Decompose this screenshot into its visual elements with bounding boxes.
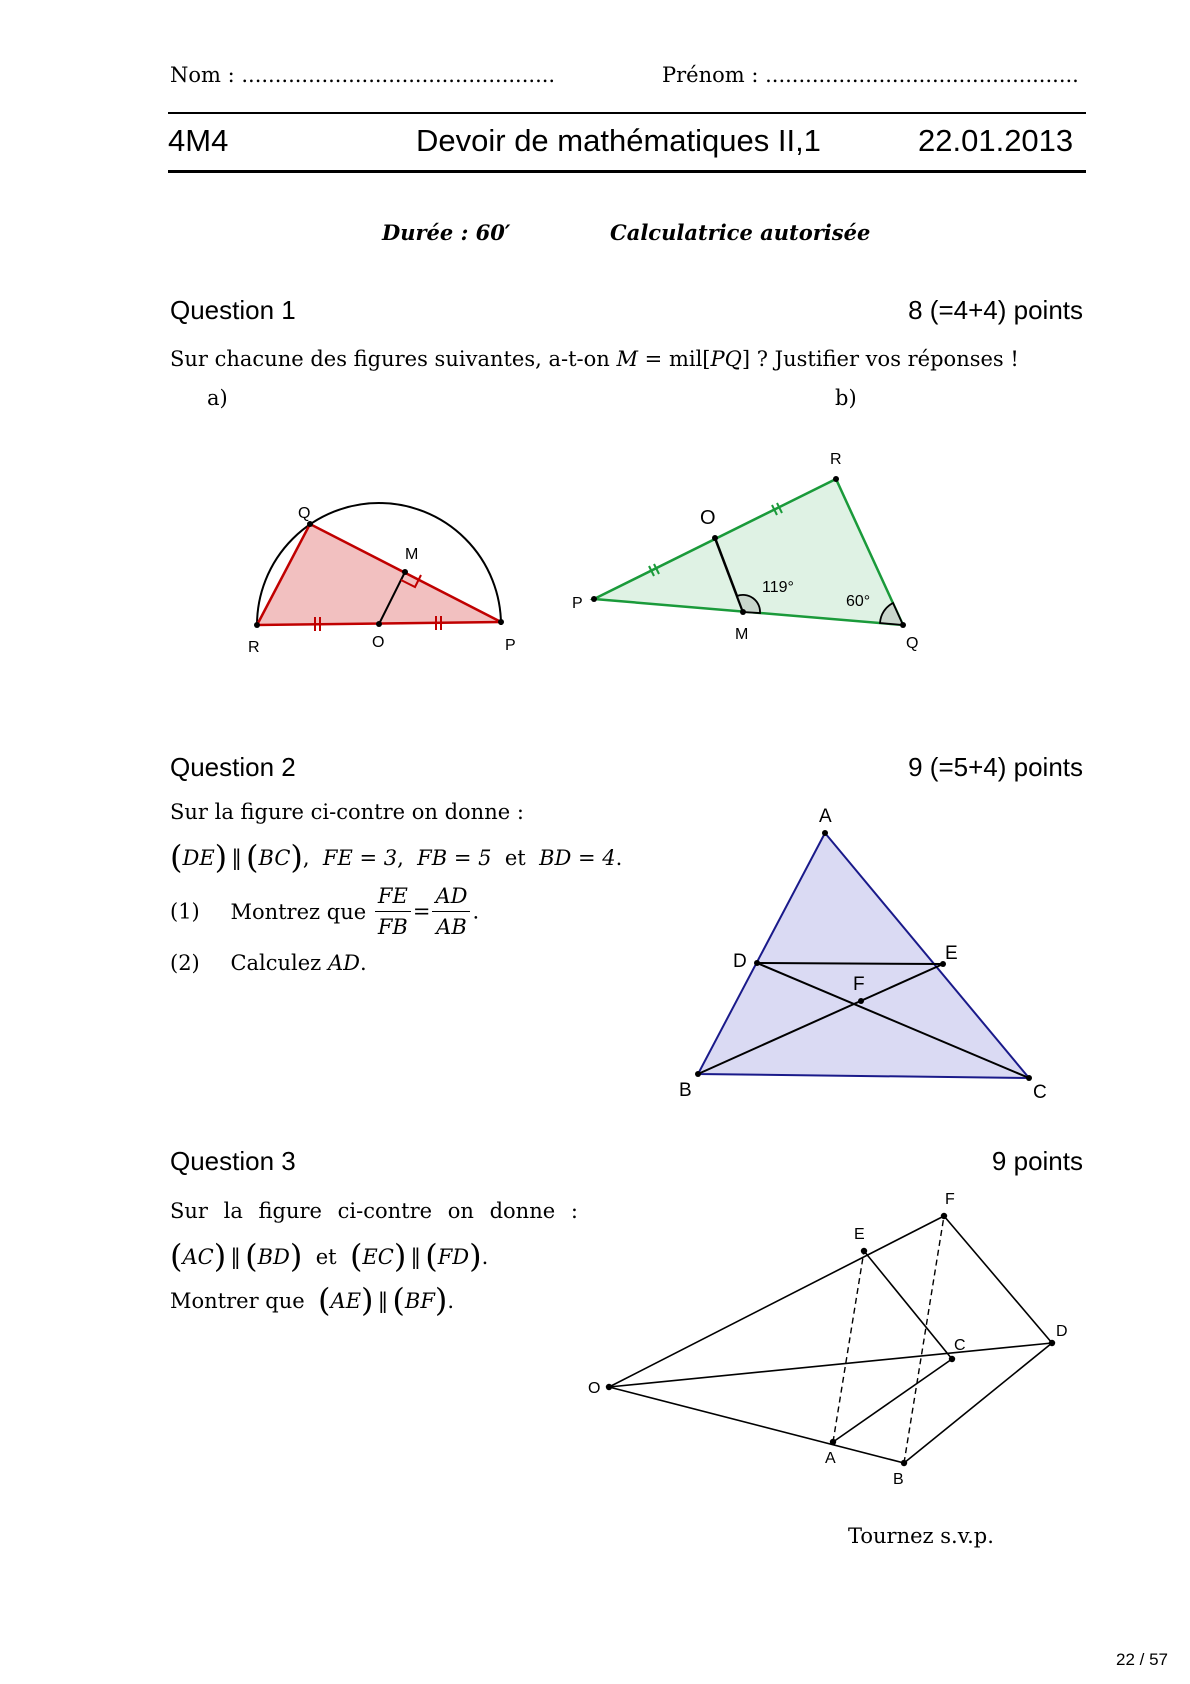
point-c [949,1356,955,1362]
dashed-ae [833,1251,864,1442]
q3-intro: Sur la figure ci-contre on donne : [170,1199,578,1223]
q2-title: Question 2 [170,752,296,782]
q3-line-bf: BF [404,1289,435,1313]
q2-item2-var: AD [327,951,360,975]
q1-title: Question 1 [170,295,296,325]
q2-item1-num: (1) [170,899,200,924]
q1-intro-m: M [616,347,638,371]
point-f [941,1213,947,1219]
q2-given-fe: FE = 3 [322,846,398,870]
q3-line-ac: AC [182,1245,214,1269]
page-number: 22 / 57 [1116,1650,1168,1669]
label-a: A [819,806,832,827]
label-o: O [588,1380,601,1397]
label-e: E [945,943,958,964]
point-m [740,609,746,615]
label-r: R [830,451,842,468]
q1-figure-a [230,490,550,660]
q1-points: 8 (=4+4) points [908,295,1083,325]
label-a: A [825,1450,836,1467]
label-m: M [735,626,749,643]
point-f [858,998,864,1004]
q3-line-bd: BD [257,1245,290,1269]
course-code: 4M4 [168,123,229,158]
line-ob [609,1387,904,1463]
q1-intro-pq: PQ [710,347,742,371]
label-e: E [854,1226,865,1243]
q1-intro-eq: = mil[ [638,347,711,371]
nom-field: Nom : ............................................... [170,63,556,87]
q3-line-ec: EC [362,1245,394,1269]
point-o [606,1384,612,1390]
point-m [402,569,408,575]
label-p: P [505,637,516,654]
label-b: B [679,1080,692,1100]
label-119: 119° [762,579,794,596]
point-b [901,1460,907,1466]
segment-bd [904,1343,1052,1463]
header-rule-bottom [168,170,1086,173]
label-q: Q [906,635,919,652]
page-title: Devoir de mathématiques II,1 [416,123,821,158]
q1-intro-a: Sur chacune des figures suivantes, a-t-on [170,347,617,371]
label-f: F [853,974,865,995]
q3-show-text: Montrer que [170,1289,305,1313]
calculator-note: Calculatrice autorisée [610,220,871,245]
q3-points: 9 points [991,1146,1083,1176]
q2-givens: (DE) ‖ (BC), FE = 3, FB = 5 et BD = 4. [170,838,623,876]
q3-figure [580,1180,1090,1500]
label-60: 60° [846,593,871,610]
label-p: P [572,595,583,612]
segment-ec [864,1251,952,1359]
q3-line-fd: FD [437,1245,470,1269]
q2-item-2: (2) Calculez AD. [170,951,367,975]
q1-label-b: b) [835,386,857,410]
label-f: F [945,1191,955,1208]
point-r [254,622,260,628]
point-c [1026,1075,1032,1081]
point-d [1049,1340,1055,1346]
dashed-bf [904,1216,944,1463]
label-b: B [893,1471,904,1488]
point-o [376,621,382,627]
q2-points: 9 (=5+4) points [908,752,1083,782]
q3-givens: (AC) ‖ (BD) et (EC) ‖ (FD). [170,1237,489,1275]
point-e [861,1248,867,1254]
duration: Durée : 60′ [382,220,511,245]
header-rule-top [168,112,1086,114]
q3-title: Question 3 [170,1146,296,1176]
q1-label-a: a) [207,386,228,410]
q3-et: et [315,1245,337,1269]
q2-item2-num: (2) [170,951,200,975]
q1-intro-b: ] ? Justifier vos réponses ! [741,347,1019,371]
segment-de [757,963,943,964]
q2-figure [660,800,1060,1100]
segment-ac [833,1359,952,1442]
label-o: O [700,507,716,529]
q2-intro: Sur la figure ci-contre on donne : [170,800,524,824]
label-r: R [248,639,260,656]
q2-et: et [504,846,526,870]
exam-date: 22.01.2013 [918,123,1074,158]
q2-given-fb: FB = 5 [417,846,492,870]
point-a [830,1439,836,1445]
point-a [822,830,828,836]
q2-fraction-fe-fb: $\frac{FE}{FB}$ [375,881,411,942]
q2-item1-text: Montrez que [230,899,367,924]
label-c: C [954,1337,966,1354]
label-o: O [372,634,385,651]
label-c: C [1033,1082,1047,1100]
point-p [591,596,597,602]
point-p [498,619,504,625]
point-b [695,1071,701,1077]
q2-line-de: DE [182,846,215,870]
q2-given-bd: BD = 4 [539,846,616,870]
point-d [754,960,760,966]
q1-figure-b [560,440,940,660]
q3-line-ae: AE [330,1289,362,1313]
label-d: D [1056,1323,1068,1340]
q3-show: Montrer que (AE) ‖ (BF). [170,1281,455,1319]
label-m: M [405,546,419,563]
turn-page-note: Tournez s.v.p. [848,1524,994,1548]
label-d: D [733,951,747,972]
label-q: Q [298,505,311,522]
q2-fraction-ad-ab: $\frac{AD}{AB}$ [432,881,470,942]
point-o [712,535,718,541]
point-q [900,622,906,628]
prenom-field: Prénom : ............................................... [662,63,1079,87]
segment-fd [944,1216,1052,1343]
line-od [609,1343,1052,1387]
point-r [833,476,839,482]
q2-item-1: (1) Montrez que $\frac{FE}{FB}$ = $\frac{AD}{AB}$ . [170,881,479,942]
q1-intro [170,347,1019,371]
q2-line-bc: BC [258,846,291,870]
triangle-abc [698,833,1029,1078]
q2-item2-text: Calculez [230,951,322,975]
line-of [609,1216,944,1387]
